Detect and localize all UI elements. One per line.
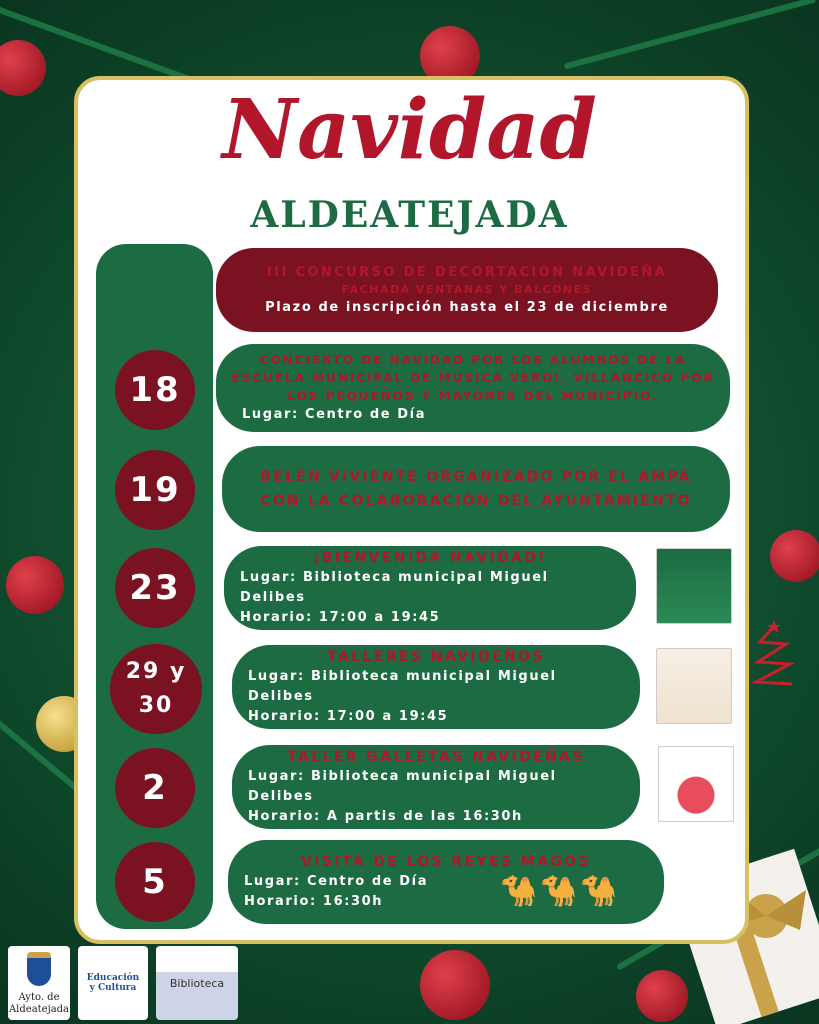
event-belen (222, 446, 730, 532)
event-bienvenida (224, 546, 636, 630)
event-detail: Horario: A partis de las 16:30h (248, 808, 523, 824)
event-heading: ¡BIENVENIDA NAVIDAD! (312, 549, 548, 566)
event-subheading: FACHADA VENTANAS Y BALCONES (341, 282, 593, 296)
ayto-logo-text: Ayto. de Aldeatejada (8, 992, 70, 1015)
event-heading: TALLERES NAVIDEÑOS (327, 648, 545, 665)
camel-kings-icon: 🐪 (580, 874, 618, 909)
day-badge: 5 (115, 842, 195, 922)
day-badge: 18 (115, 350, 195, 430)
biblioteca-logo-text: Biblioteca (169, 976, 225, 990)
page-title: Navidad (222, 82, 597, 178)
red-ornament-icon (420, 950, 490, 1020)
event-detail: Horario: 16:30h (244, 893, 384, 909)
event-detail: Lugar: Centro de Día (244, 873, 429, 889)
event-heading: CONCIERTO DE NAVIDAD POR LOS ALUMNOS DE LA ESCUELA MUNICIPAL DE MÚSICA VERDI. VILLANCICO POR LOS PEQUEÑOS Y MAYORES DEL MUNICIPIO. (231, 353, 715, 403)
educacion-logo-line1: Educación (86, 973, 140, 983)
event-detail: Horario: 17:00 a 19:45 (248, 708, 449, 724)
event-poster-thumbnail[interactable] (656, 648, 732, 724)
event-detail: Plazo de inscripción hasta el 23 de diciembre (265, 299, 669, 315)
red-ornament-icon (770, 530, 819, 582)
day-badge: 19 (115, 450, 195, 530)
event-detail: Lugar: Centro de Día (242, 407, 427, 422)
event-talleres (232, 645, 640, 729)
camel-kings-icon: 🐪 (500, 874, 538, 909)
red-ornament-icon (6, 556, 64, 614)
event-detail: Lugar: Biblioteca municipal Miguel Delibes (240, 569, 549, 605)
camel-kings-icon: 🐪 (540, 874, 578, 909)
christmas-tree-icon (752, 620, 796, 690)
event-heading: TALLER GALLETAS NAVIDEÑAS (287, 748, 585, 765)
event-detail: Lugar: Biblioteca municipal Miguel Delibes (248, 768, 557, 804)
event-detail: Lugar: Biblioteca municipal Miguel Delibes (248, 668, 557, 704)
event-heading: III CONCURSO DE DECORTACIÓN NAVIDEÑA (266, 264, 668, 280)
ayto-logo (8, 946, 70, 1020)
event-poster-thumbnail[interactable] (658, 746, 734, 822)
event-poster-thumbnail[interactable] (656, 548, 732, 624)
page-subtitle: ALDEATEJADA (250, 194, 569, 236)
educacion-logo-line2: y Cultura (89, 983, 137, 993)
event-heading: BELÉN VIVIENTE ORGANIZADO POR EL AMPA CON LA COLABORACIÓN DEL AYUNTAMIENTO (260, 469, 692, 509)
educacion-cultura-logo (78, 946, 148, 1020)
event-heading: VISITA DE LOS REYES MAGOS (300, 853, 592, 870)
biblioteca-logo (156, 946, 238, 1020)
day-badge: 2 (115, 748, 195, 828)
event-detail: Horario: 17:00 a 19:45 (240, 609, 441, 625)
event-galletas (232, 745, 640, 829)
event-contest (216, 248, 718, 332)
event-concert (216, 344, 730, 432)
day-badge: 23 (115, 548, 195, 628)
coat-of-arms-icon (27, 952, 51, 986)
red-ornament-icon (636, 970, 688, 1022)
day-badge: 29 y 30 (110, 644, 202, 734)
